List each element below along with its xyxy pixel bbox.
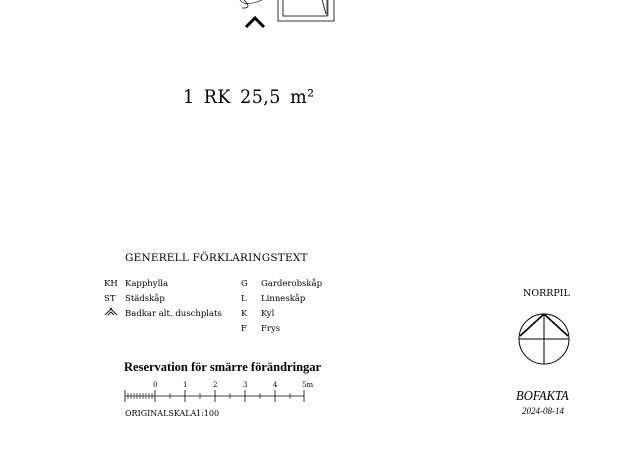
legend-label-frys: Frys bbox=[261, 324, 281, 334]
scale-tick-3: 3 bbox=[243, 381, 248, 389]
apartment-area: 25,5 bbox=[240, 86, 281, 108]
brand-logo: BOFAKTA bbox=[516, 389, 569, 404]
legend-label-badkar: Badkar alt. duschplats bbox=[125, 309, 222, 319]
north-arrow-label: NORRPIL bbox=[523, 288, 570, 299]
apartment-rooms: 1 bbox=[183, 86, 195, 108]
entrance-chevron-icon bbox=[246, 18, 264, 27]
brand-date: 2024-08-14 bbox=[522, 406, 564, 416]
scale-bar bbox=[122, 378, 322, 404]
cabinet-outline bbox=[278, 0, 334, 21]
legend-title: GENERELL FÖRKLARINGSTEXT bbox=[125, 252, 308, 264]
door-swing-curve bbox=[240, 0, 266, 4]
scale-tick-4: 4 bbox=[273, 381, 278, 389]
legend-label-kapphylla: Kapphylla bbox=[125, 279, 169, 289]
bath-symbol-icon bbox=[104, 307, 118, 316]
legend-code-f: F bbox=[241, 324, 247, 334]
legend-label-stadskap: Städskåp bbox=[125, 294, 165, 304]
scale-tick-2: 2 bbox=[213, 381, 218, 389]
cabinet-inner bbox=[283, 0, 327, 16]
original-scale-value: 1:100 bbox=[196, 409, 220, 418]
reservation-note: Reservation för smärre förändringar bbox=[124, 360, 322, 374]
legend-code-g: G bbox=[241, 279, 248, 289]
scale-tick-0: 0 bbox=[153, 381, 158, 389]
legend-code-k: K bbox=[241, 309, 248, 319]
legend-code-st: ST bbox=[104, 294, 116, 304]
apartment-type: RK bbox=[203, 86, 231, 108]
floor-plan-fragment bbox=[230, 0, 350, 36]
legend-label-kyl: Kyl bbox=[261, 309, 275, 319]
door-swing-arc bbox=[242, 0, 248, 8]
legend-label-linneskap: Linneskåp bbox=[261, 294, 306, 304]
scale-bar-graphic bbox=[122, 378, 322, 404]
scale-tick-5m: 5m bbox=[302, 381, 314, 389]
apartment-area-unit: m² bbox=[290, 86, 315, 108]
scale-tick-1: 1 bbox=[183, 381, 188, 389]
north-arrow-icon bbox=[516, 311, 572, 367]
apartment-label bbox=[183, 86, 315, 108]
original-scale-label: ORIGINALSKALA bbox=[125, 409, 197, 418]
legend-code-l: L bbox=[241, 294, 247, 304]
legend-label-garderobskap: Garderobskåp bbox=[261, 279, 323, 289]
legend-code-kh: KH bbox=[104, 279, 118, 289]
cabinet-detail bbox=[321, 0, 326, 14]
